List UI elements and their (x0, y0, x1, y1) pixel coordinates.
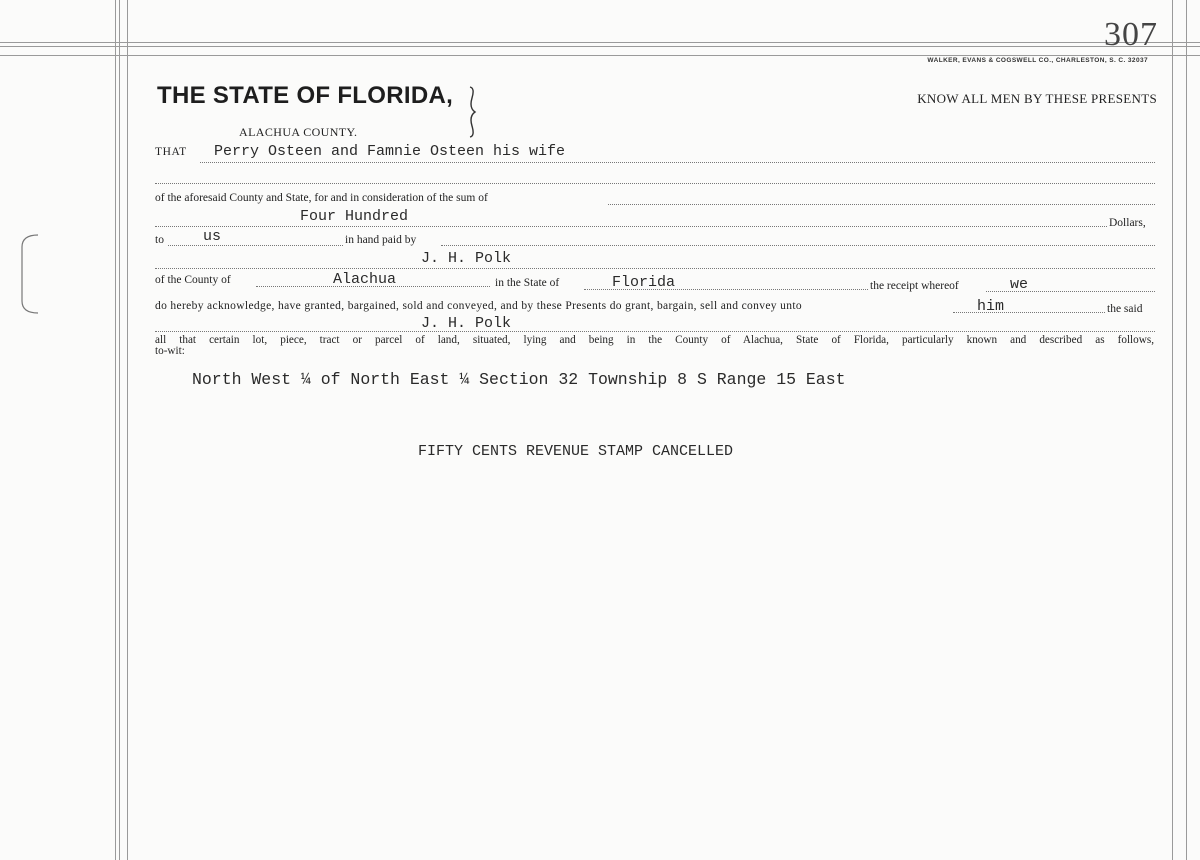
receipt-value: we (1010, 276, 1029, 293)
state-of-label: in the State of (495, 277, 560, 289)
the-said-label: the said (1107, 303, 1143, 315)
acknowledge-text: do hereby acknowledge, have granted, bargained, sold and conveyed, and by these Presents do grant, bargain, sell and convey unto (155, 300, 802, 312)
paid-by-name-dotted-line (155, 268, 1155, 269)
consideration-dotted-line (608, 204, 1155, 205)
blank-dotted-line (155, 183, 1155, 184)
left-margin-rule-2 (119, 0, 120, 860)
know-all-men-heading: KNOW ALL MEN BY THESE PRESENTS (917, 91, 1157, 106)
top-rule (0, 42, 1200, 43)
right-margin-rule-2 (1186, 0, 1187, 860)
paid-to-dotted-line (168, 245, 343, 246)
left-margin-rule (115, 0, 116, 860)
to-wit-label: to-wit: (155, 345, 185, 357)
paid-by-dotted-line (441, 245, 1155, 246)
revenue-stamp-note: FIFTY CENTS REVENUE STAMP CANCELLED (418, 443, 734, 460)
state-value: Florida (612, 274, 676, 291)
consideration-text: of the aforesaid County and State, for and in consideration of the sum of (155, 192, 488, 204)
paid-by-label: in hand paid by (345, 234, 417, 246)
amount-value: Four Hundred (300, 208, 409, 225)
grantee-dotted-line (155, 331, 1155, 332)
binding-hole-mark (18, 233, 42, 315)
convey-to-value: him (977, 298, 1005, 315)
land-clause-text: all that certain lot, piece, tract or parcel of land, situated, lying and being in the County of Alachua, State of Florida, particularly known and described as follows, (155, 334, 1154, 346)
left-margin-rule-3 (127, 0, 128, 860)
form-title: THE STATE OF FLORIDA, (157, 82, 454, 109)
dollars-label: Dollars, (1109, 217, 1146, 229)
that-label: THAT (155, 146, 187, 158)
amount-dotted-line (155, 226, 1107, 227)
grantor-dotted-line (200, 162, 1155, 163)
right-margin-rule (1172, 0, 1173, 860)
county-heading: ALACHUA COUNTY. (239, 125, 358, 139)
convey-to-dotted-line (953, 312, 1105, 313)
county-value: Alachua (333, 271, 397, 288)
to-label: to (155, 234, 164, 246)
paid-to-value: us (203, 228, 222, 245)
legal-description: North West ¼ of North East ¼ Section 32 Township 8 S Range 15 East (192, 370, 846, 389)
page-number: 307 (1104, 16, 1158, 53)
grantor-names: Perry Osteen and Famnie Osteen his wife (214, 143, 566, 160)
bracket-mark (466, 86, 480, 138)
receipt-label: the receipt whereof (870, 280, 959, 292)
grantee-name: J. H. Polk (421, 315, 512, 332)
printer-imprint: WALKER, EVANS & COGSWELL CO., CHARLESTON, S. C. 32037 (927, 57, 1148, 64)
top-rule-3 (0, 55, 1200, 56)
top-rule-2 (0, 46, 1200, 47)
paid-by-name: J. H. Polk (421, 250, 512, 267)
county-of-label: of the County of (155, 274, 231, 286)
